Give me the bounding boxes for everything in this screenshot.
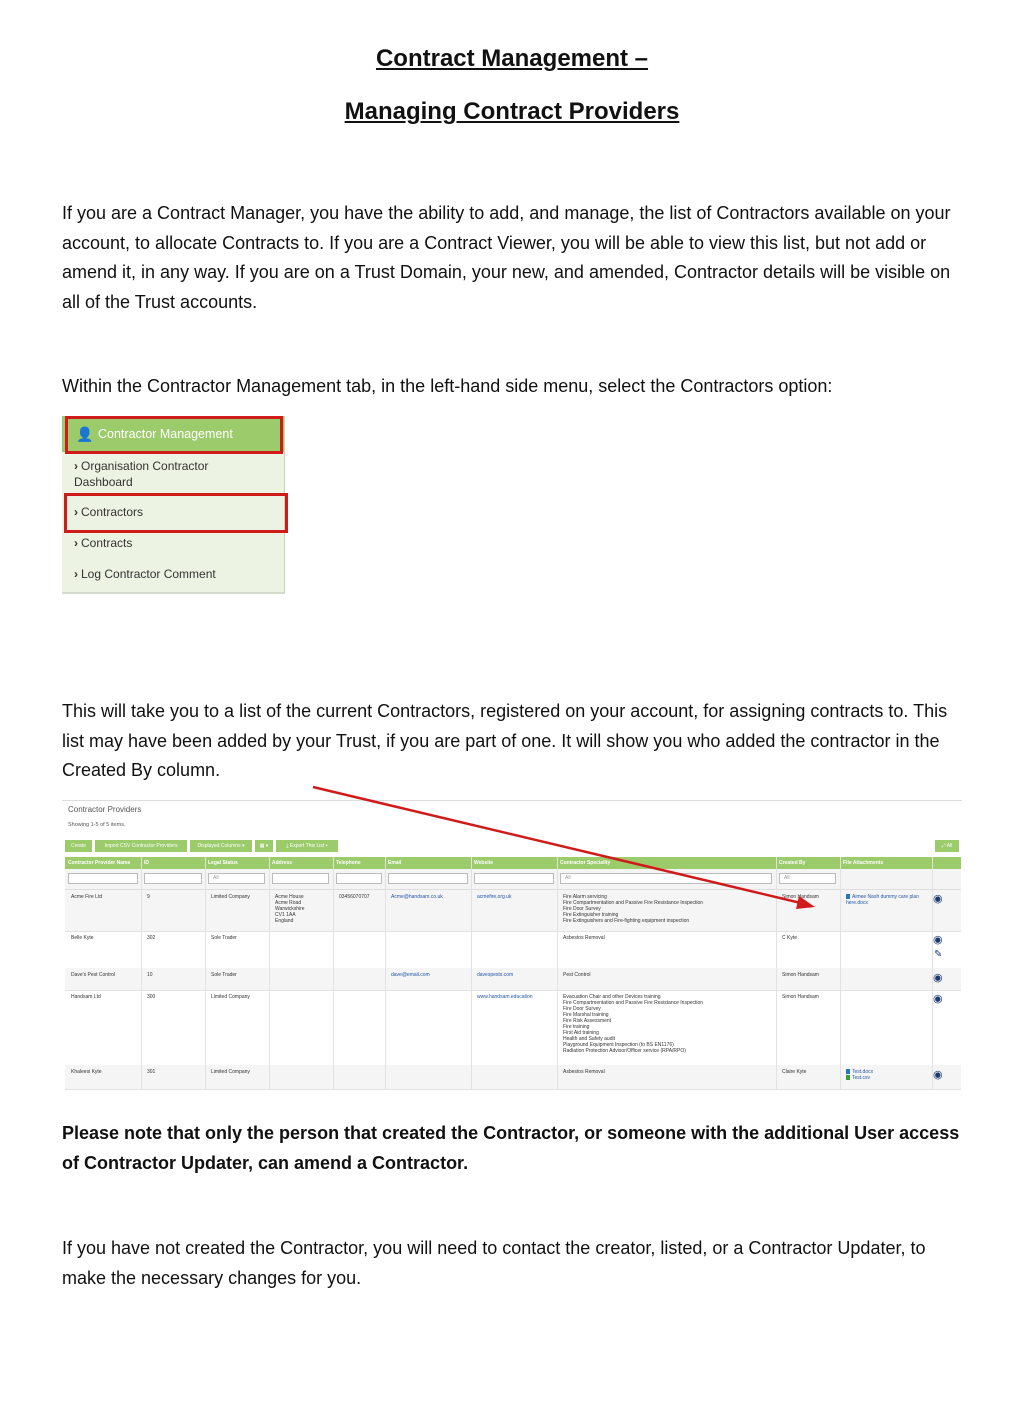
instruction-paragraph: Within the Contractor Management tab, in the left-hand side menu, select the Contractors option: (62, 376, 833, 396)
list-description-paragraph: This will take you to a list of the current Contractors, registered on your account, for assigning contracts to. This list may have been added by your Trust, if you are part of one. It will show you who added the contractor in the Created By column. (62, 701, 948, 780)
cell-id: 301 (147, 1069, 156, 1075)
view-eye-icon[interactable]: ◉ (933, 993, 943, 1005)
cell-name: Belle Kyte (71, 935, 94, 941)
cell-created-by: Claire Kyte (782, 1069, 807, 1075)
column-header-telephone[interactable]: Telephone (336, 860, 361, 866)
view-eye-icon[interactable]: ◉ (933, 934, 943, 946)
cell-created-by: Simon Handsam (782, 972, 819, 978)
chevron-right-icon: › (74, 536, 78, 550)
items-count: Showing 1-5 of 5 items. (68, 822, 126, 828)
import-csv-button[interactable]: Import CSV Contractor Providers (95, 840, 187, 852)
document-subtitle: Managing Contract Providers (344, 98, 680, 125)
column-header-created-by[interactable]: Created By (779, 860, 806, 866)
show-all-button[interactable]: ⤢ All (935, 840, 959, 852)
cell-name: Handsam Ltd (71, 994, 101, 1000)
file-name: Test.csv (852, 1075, 871, 1081)
file-name: Test.docx (852, 1069, 874, 1075)
view-eye-icon[interactable]: ◉ (933, 972, 943, 984)
document-title: Contract Management – (375, 45, 649, 72)
column-header-id[interactable]: ID (144, 860, 149, 866)
column-header-email[interactable]: Email (388, 860, 402, 866)
chevron-right-icon: › (74, 505, 78, 519)
column-header-website[interactable]: Website (474, 860, 494, 866)
view-eye-icon[interactable]: ◉ (933, 893, 943, 905)
cell-id: 9 (147, 894, 150, 900)
displayed-columns-button[interactable]: Displayed Columns ▾ (190, 840, 252, 852)
filter-speciality-select[interactable]: All (560, 873, 772, 884)
column-header-address[interactable]: Address (272, 860, 293, 866)
intro-paragraph: If you are a Contract Manager, you have the ability to add, and manage, the list of Contractors available on your account, to allocate Contracts to. If you are a Contract Viewer, you will be able to view this list, but not add or amend it, in any way. If you are on a Trust Domain, your new, and amended, Contractor details will be visible on all of the Trust accounts. (62, 203, 951, 312)
cell-id: 302 (147, 935, 156, 941)
cell-created-by: Simon Handsam (782, 994, 819, 1000)
cell-legal: Sole Trader (211, 972, 237, 978)
closing-paragraph: If you have not created the Contractor, you will need to contact the creator, listed, or a Contractor Updater, to make the necessary changes for you. (62, 1238, 926, 1288)
view-eye-icon[interactable]: ◉ (933, 1069, 943, 1081)
cell-created-by: C Kyte (782, 935, 798, 941)
cell-website[interactable]: acmefire.org.uk (477, 894, 512, 900)
cell-speciality: Asbestos Removal (563, 935, 605, 941)
grid-view-button[interactable]: ▦ ▾ (255, 840, 273, 852)
menu-item-label: Log Contractor Comment (81, 567, 216, 581)
cell-name: Dave's Pest Control (71, 972, 116, 978)
chevron-right-icon: › (74, 459, 78, 473)
cell-telephone: 03456070707 (339, 894, 370, 900)
menu-header-label: Contractor Management (98, 427, 233, 441)
filter-legal-status-select[interactable]: All (208, 873, 265, 884)
cell-legal: Sole Trader (211, 935, 237, 941)
cell-legal: Limited Company (211, 1069, 250, 1075)
cell-id: 300 (147, 994, 156, 1000)
menu-item-label: Contractors (81, 505, 144, 519)
cell-email[interactable]: Acme@handsam.co.uk (391, 894, 443, 900)
cell-legal: Limited Company (211, 994, 250, 1000)
cell-speciality: Asbestos Removal (563, 1069, 605, 1075)
user-gear-icon: 👤 (76, 426, 94, 442)
export-list-button[interactable]: ⤓ Export This List ▾ (276, 840, 338, 852)
cell-name: Acme Fire Ltd (71, 894, 103, 900)
note-paragraph: Please note that only the person that created the Contractor, or someone with the additional User access of Contractor Updater, can amend a Contractor. (62, 1123, 960, 1173)
cell-legal: Limited Company (211, 894, 250, 900)
cell-email[interactable]: dave@email.com (391, 972, 430, 978)
filter-created-by-select[interactable]: All (779, 873, 836, 884)
column-header-legal-status[interactable]: Legal Status (208, 860, 238, 866)
create-button[interactable]: Create (65, 840, 92, 852)
arrow-line (313, 787, 805, 904)
cell-website[interactable]: davespests.com (477, 972, 514, 978)
cell-name: Khaleesi Kyte (71, 1069, 102, 1075)
cell-id: 10 (147, 972, 153, 978)
menu-item-label: Contracts (81, 536, 133, 550)
cell-created-by: Simon Handsam (782, 894, 819, 900)
menu-item-label: Organisation Contractor Dashboard (74, 459, 209, 489)
edit-pencil-icon[interactable]: ✎ (934, 949, 943, 960)
chevron-right-icon: › (74, 567, 78, 581)
screenshot-title: Contractor Providers (68, 805, 142, 814)
cell-address: Acme House Acme Road Warwickshire CV1 1AA England (275, 894, 305, 924)
column-header-name[interactable]: Contractor Provider Name (68, 860, 131, 866)
column-header-file-attachments[interactable]: File Attachments (843, 860, 884, 866)
cell-speciality: Pest Control (563, 972, 591, 978)
cell-website[interactable]: www.handsam.education (477, 994, 533, 1000)
column-header-speciality[interactable]: Contractor Speciality (560, 860, 611, 866)
cell-speciality: Fire Alarm servicing Fire Compartmentation and Passive Fire Resistance Inspection Fire Door Survey Fire Extinguisher training Fire Extinguishers and Fire-fighting equipment inspection (563, 894, 704, 924)
arrow-head (796, 896, 815, 909)
cell-speciality: Evacuation Chair and other Devices training Fire Compartmentation and Passive Fire Resistance Inspection Fire Door Survey Fire Marshal training Fire Risk Assessment Fire training First Aid training Health and Safety audit Playground Equipment Inspection (to BS EN1176) Radiation Protection Advisor/Officer service (RPA/RPO) (563, 994, 704, 1054)
file-name: Aimee Nash dummy care plan here.docx (846, 894, 919, 906)
